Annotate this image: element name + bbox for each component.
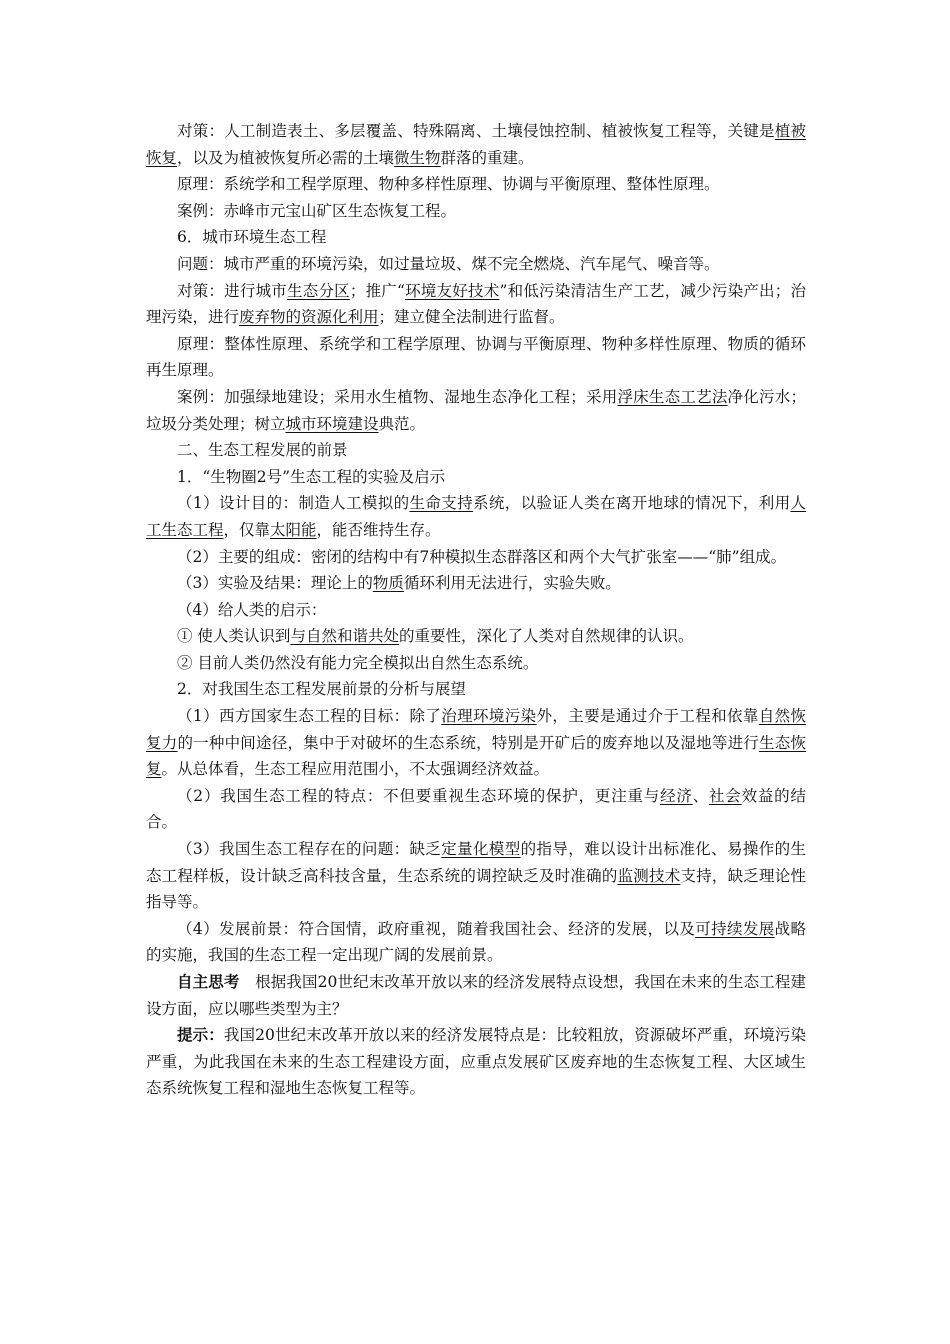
text-run: 对策：人工制造表土、多层覆盖、特殊隔离、土壤侵蚀控制、植被恢复工程等，关键是 bbox=[177, 122, 775, 140]
paragraph-principle-mining bbox=[146, 171, 806, 198]
text-run: 系统，以验证人类在离开地球的情况下，利用 bbox=[472, 494, 791, 513]
underlined-term: 生命支持 bbox=[409, 494, 473, 513]
text-run: （2）主要的组成：密闭的结构中有7种模拟生态群落区和两个大气扩张室——“肺”组成。 bbox=[177, 547, 787, 566]
text-run: 循环利用无法进行，实验失败。 bbox=[403, 574, 621, 593]
paragraph-experiment-result bbox=[146, 570, 806, 597]
subheading-china-prospects bbox=[146, 676, 806, 703]
paragraph-problem-urban bbox=[146, 251, 806, 278]
underlined-term: 定量化模型 bbox=[441, 840, 521, 859]
text-run: 群落的重建。 bbox=[440, 148, 534, 167]
text-run: 6．城市环境生态工程 bbox=[177, 228, 327, 247]
underlined-term: 与自然和谐共处 bbox=[290, 627, 399, 646]
underlined-term: 生态恢复 bbox=[146, 733, 806, 779]
document-page bbox=[146, 118, 806, 1102]
text-run: （3）我国生态工程存在的问题：缺乏 bbox=[177, 840, 442, 859]
text-run: 战略的实施，我国的生态工程一定出现广阔的发展前景。 bbox=[146, 919, 806, 965]
subheading-biosphere2 bbox=[146, 464, 806, 491]
text-run: 二、生态工程发展的前景 bbox=[177, 441, 348, 460]
text-run: （1）西方国家生态工程的目标：除了 bbox=[177, 707, 442, 726]
bold-label: 提示： bbox=[177, 1025, 224, 1045]
text-run: 2．对我国生态工程发展前景的分析与展望 bbox=[177, 680, 466, 699]
text-run: （1）设计目的：制造人工模拟的 bbox=[177, 494, 410, 513]
text-run: 支持，缺乏理论性指导等。 bbox=[146, 866, 806, 912]
underlined-term: 社会 bbox=[709, 786, 742, 805]
text-run: 1．“生物圈2号”生态工程的实验及启示 bbox=[177, 467, 446, 486]
underlined-term: 自然恢复力 bbox=[146, 707, 806, 752]
text-run: （4）给人类的启示： bbox=[177, 600, 327, 619]
paragraph-design-goal bbox=[146, 490, 806, 543]
text-run: 原理：系统学和工程学原理、物种多样性原理、协调与平衡原理、整体性原理。 bbox=[177, 175, 720, 194]
list-item-enlightenment-1 bbox=[146, 623, 806, 650]
text-run: 。从总体看，生态工程应用范围小，不太强调经济效益。 bbox=[161, 760, 550, 779]
list-item-enlightenment-2 bbox=[146, 650, 806, 677]
text-run: 的一种中间途径，集中于对破坏的生态系统，特别是开矿后的废弃地以及湿地等进行 bbox=[177, 733, 760, 752]
text-run: （3）实验及结果：理论上的 bbox=[177, 574, 373, 593]
text-run: ，能否维持生存。 bbox=[316, 520, 441, 539]
underlined-term: 太阳能 bbox=[270, 520, 317, 539]
text-run: ① 使人类认识到 bbox=[177, 627, 291, 646]
underlined-term: 治理环境污染 bbox=[441, 707, 537, 726]
text-run: 的重要性，深化了人类对自然规律的认识。 bbox=[398, 627, 694, 646]
underlined-term: 物质 bbox=[372, 574, 404, 593]
text-run: 案例：赤峰市元宝山矿区生态恢复工程。 bbox=[177, 201, 457, 220]
underlined-term: 经济 bbox=[660, 786, 693, 805]
text-run: 的指导，难以设计出标准化、易操作的生态工程样板，设计缺乏高科技含量，生态系统的调控缺乏及时准确的 bbox=[146, 840, 806, 885]
paragraph-principle-urban bbox=[146, 331, 806, 384]
underlined-term: 监测技术 bbox=[617, 866, 681, 885]
text-run: 案例：加强绿地建设；采用水生植物、湿地生态净化工程；采用 bbox=[177, 387, 618, 406]
text-run: ，以及为植被恢复所必需的土壤 bbox=[177, 148, 395, 167]
paragraph-countermeasure-urban bbox=[146, 278, 806, 331]
text-run: ；建立健全法制进行监督。 bbox=[378, 308, 565, 327]
paragraph-composition bbox=[146, 544, 806, 571]
text-run: （4）发展前景：符合国情，政府重视，随着我国社会、经济的发展，以及 bbox=[177, 919, 696, 938]
text-run: 净化污水；垃圾分类处理；树立 bbox=[146, 387, 806, 433]
text-run: ② 目前人类仍然没有能力完全模拟出自然生态系统。 bbox=[177, 653, 539, 672]
text-run: 根据我国20世纪末改革开放以来的经济发展特点设想，我国在未来的生态工程建设方面，应以哪些类型为主？ bbox=[146, 973, 806, 1018]
underlined-term: 城市环境建设 bbox=[285, 414, 379, 433]
paragraph-china-features bbox=[146, 783, 806, 836]
text-run: 、 bbox=[692, 786, 709, 805]
section-heading-prospects bbox=[146, 437, 806, 464]
text-run: 原理：整体性原理、系统学和工程学原理、协调与平衡原理、物种多样性原理、物质的循环再生原理。 bbox=[146, 334, 806, 380]
underlined-term: 植被恢复 bbox=[146, 122, 806, 167]
underlined-term: 可持续发展 bbox=[695, 919, 775, 938]
underlined-term: 生态分区 bbox=[287, 281, 350, 300]
text-run: ，仅靠 bbox=[223, 520, 271, 539]
paragraph-western-goal bbox=[146, 703, 806, 783]
bold-label: 自主思考 bbox=[177, 972, 240, 991]
text-run: 我国20世纪末改革开放以来的经济发展特点是：比较粗放，资源破坏严重，环境污染严重，为此我国在未来的生态工程建设方面，应重点发展矿区废弃地的生态恢复工程、大区域生态系统恢复工程和湿地生态恢复工程等。 bbox=[146, 1026, 806, 1098]
text-run: 典范。 bbox=[378, 414, 426, 433]
underlined-term: 废弃物的资源化利用 bbox=[239, 308, 379, 327]
text-run: 效益的结合。 bbox=[146, 786, 806, 832]
underlined-term: 环境友好技术 bbox=[404, 281, 500, 300]
paragraph-development-prospects bbox=[146, 916, 806, 969]
text-run: 问题：城市严重的环境污染，如过量垃圾、煤不完全燃烧、汽车尾气、噪音等。 bbox=[177, 254, 720, 273]
text-run: （2）我国生态工程的特点：不但要重视生态环境的保护，更注重与 bbox=[177, 786, 661, 805]
text-run: 对策：进行城市 bbox=[177, 281, 288, 300]
text-run: ；推广“ bbox=[349, 281, 405, 300]
paragraph-hint bbox=[146, 1022, 806, 1102]
text-run: 外，主要是通过介于工程和依靠 bbox=[536, 707, 759, 726]
paragraph-case-mining bbox=[146, 198, 806, 225]
paragraph-countermeasure-mining bbox=[146, 118, 806, 171]
paragraph-case-urban bbox=[146, 384, 806, 437]
underlined-term: 浮床生态工艺法 bbox=[617, 387, 728, 406]
section-heading-urban bbox=[146, 224, 806, 251]
underlined-term: 人工生态工程 bbox=[146, 494, 806, 539]
paragraph-self-thinking bbox=[146, 969, 806, 1022]
underlined-term: 微生物 bbox=[394, 148, 441, 167]
paragraph-enlightenment bbox=[146, 597, 806, 624]
text-run: ”和低污染清洁生产工艺，减少污染产出；治理污染，进行 bbox=[146, 281, 806, 327]
paragraph-china-problems bbox=[146, 836, 806, 916]
